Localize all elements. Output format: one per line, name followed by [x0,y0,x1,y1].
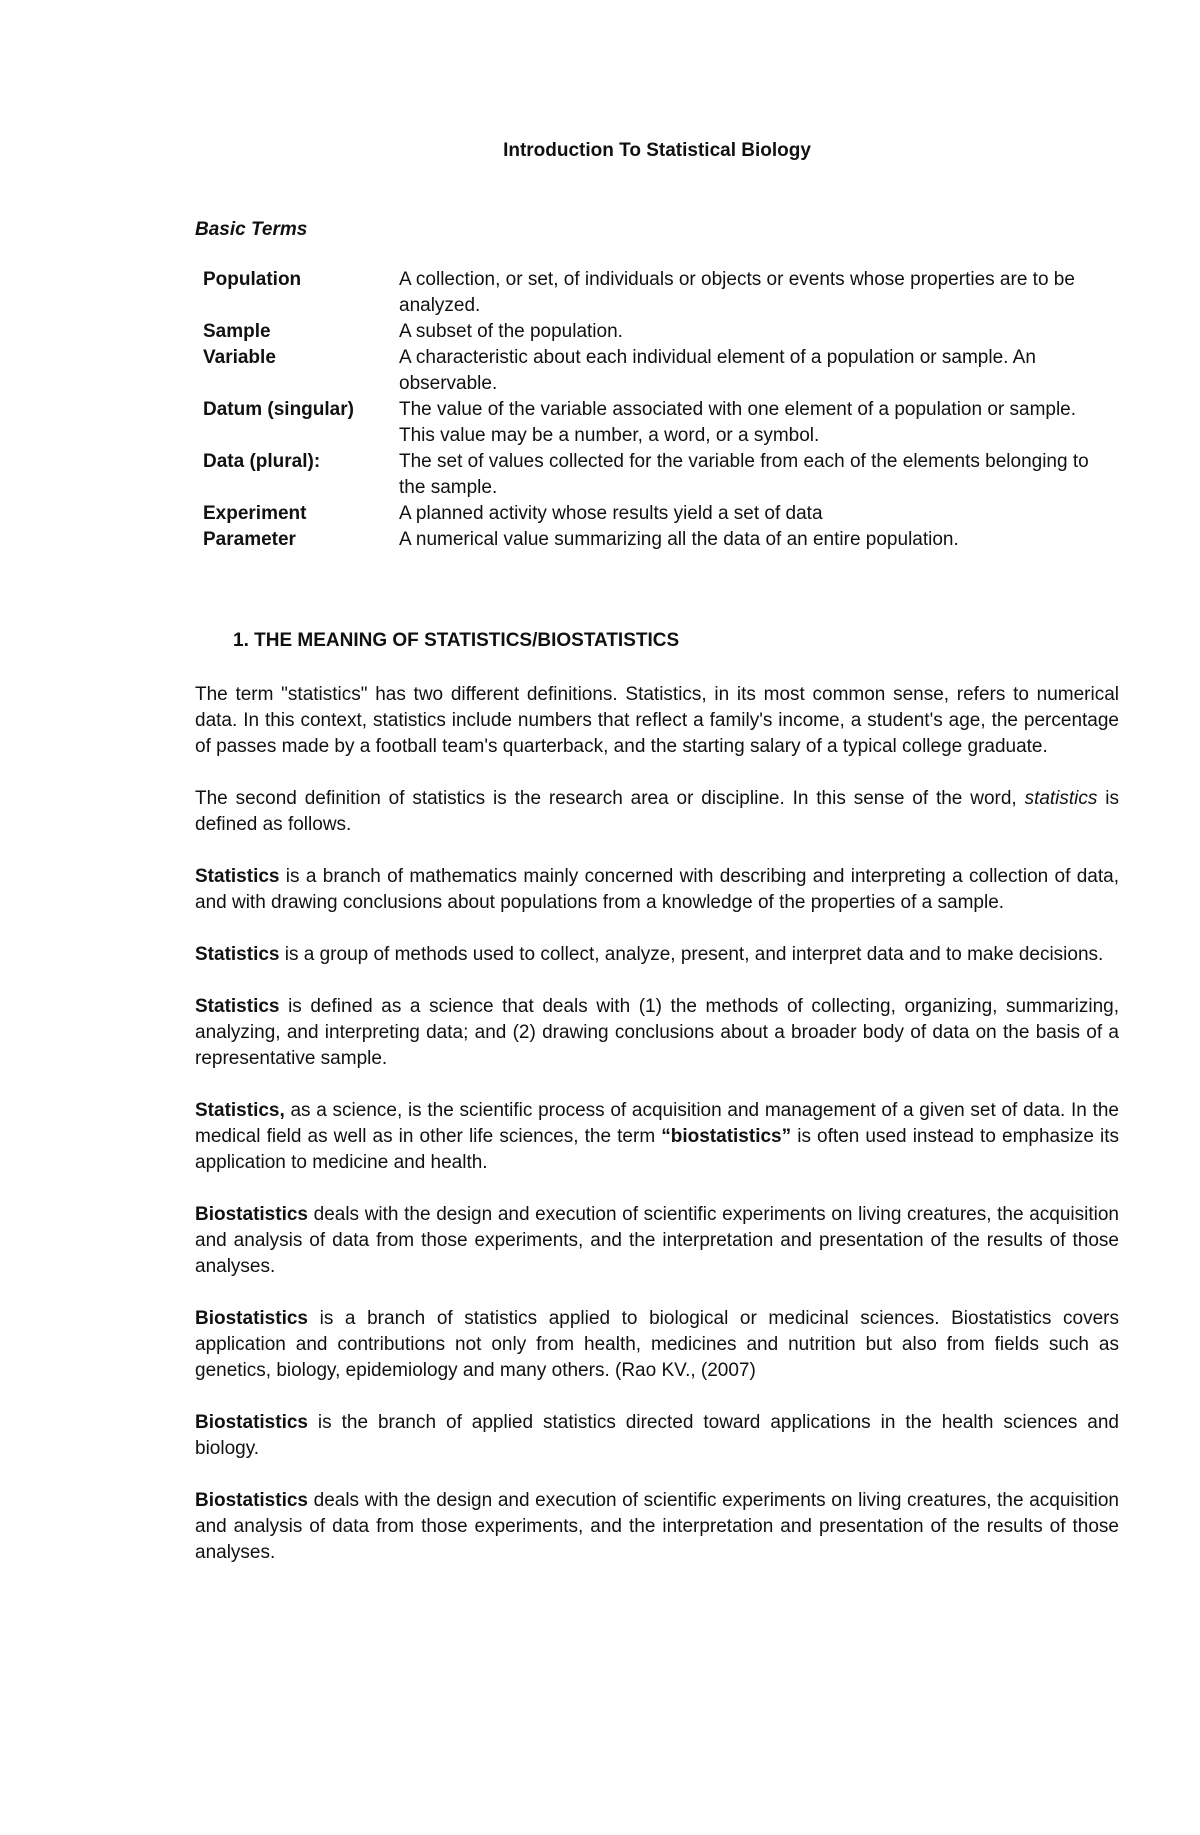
paragraph-text: as a science, is the scientific process of acquisition and management of a given set of data. In the medical field as well as in other life sciences, the term [195,1100,1119,1147]
term-row-parameter [203,527,1119,553]
paragraph-text: is a branch of mathematics mainly concerned with describing and interpreting a collection of data, and with drawing conclusions about populations from a knowledge of the properties of a sample. [195,866,1119,913]
paragraph [195,942,1119,968]
term-definition: The value of the variable associated with one element of a population or sample. This value may be a number, a word, or a symbol. [399,399,1077,446]
term-label: Population [203,269,302,290]
keyword: Biostatistics [195,1490,308,1511]
term-definition: A collection, or set, of individuals or objects or events whose properties are to be analyzed. [399,269,1075,316]
paragraph-text: is a branch of statistics applied to biological or medicinal sciences. Biostatistics covers application and contributions not only from health, medicines and nutrition but also from fields such as genetics, biology, epidemiology and many others. (Rao KV., (2007) [195,1308,1119,1381]
term-label: Experiment [203,503,307,524]
term-label: Parameter [203,529,296,550]
term-label: Variable [203,347,276,368]
keyword: Biostatistics [195,1308,308,1329]
keyword: Biostatistics [195,1204,308,1225]
paragraph-text: is defined as a science that deals with (1) the methods of collecting, organizing, summarizing, analyzing, and interpreting data; and (2) drawing conclusions about a broader body of data on the basis of a representative sample. [195,996,1119,1069]
term-definition: A subset of the population. [399,321,623,342]
paragraph [195,1202,1119,1280]
keyword: “biostatistics” [661,1126,792,1147]
paragraph [195,864,1119,916]
term-definition: A planned activity whose results yield a set of data [399,503,823,524]
term-row-population [203,267,1119,319]
paragraph-text: The term "statistics" has two different definitions. Statistics, in its most common sense, refers to numerical data. In this context, statistics include numbers that reflect a family's income, a student's age, the percentage of passes made by a football team's quarterback, and the starting salary of a typical college graduate. [195,684,1119,757]
keyword: Statistics [195,866,280,887]
paragraph [195,682,1119,760]
term-row-sample [203,319,1119,345]
paragraph [195,1410,1119,1462]
term-row-experiment [203,501,1119,527]
keyword: Statistics [195,944,280,965]
term-label: Data (plural): [203,451,321,472]
terms-list [203,267,1119,553]
term-row-data [203,449,1119,501]
paragraph [195,786,1119,838]
term-definition: A characteristic about each individual element of a population or sample. An observable. [399,347,1036,394]
section-heading: 1. THE MEANING OF STATISTICS/BIOSTATISTICS [233,630,680,651]
term-label: Datum (singular) [203,399,354,420]
document-title: Introduction To Statistical Biology [503,140,811,161]
paragraph-text: The second definition of statistics is the research area or discipline. In this sense of the word, [195,788,1025,809]
term-definition: A numerical value summarizing all the data of an entire population. [399,529,959,550]
paragraph-text: is often used instead to emphasize its application to medicine and health. [195,1126,1119,1173]
paragraph [195,1306,1119,1384]
keyword: Biostatistics [195,1412,308,1433]
paragraph-text: deals with the design and execution of scientific experiments on living creatures, the acquisition and analysis of data from those experiments, and the interpretation and presentation of the results of those analyses. [195,1490,1119,1563]
paragraph-text: is a group of methods used to collect, analyze, present, and interpret data and to make decisions. [279,944,1104,965]
basic-terms-heading: Basic Terms [195,219,308,240]
paragraph [195,1098,1119,1176]
paragraph-text: is the branch of applied statistics directed toward applications in the health sciences and biology. [195,1412,1119,1459]
paragraph-text: is defined as follows. [195,788,1119,835]
keyword: Statistics, [195,1100,285,1121]
term-row-variable [203,345,1119,397]
italic-term: statistics [1024,788,1098,809]
term-definition: The set of values collected for the variable from each of the elements belonging to the sample. [399,451,1089,498]
paragraph [195,994,1119,1072]
term-label: Sample [203,321,271,342]
paragraph-text: deals with the design and execution of scientific experiments on living creatures, the acquisition and analysis of data from those experiments, and the interpretation and presentation of the results of those analyses. [195,1204,1119,1277]
section-body [195,682,1119,1592]
keyword: Statistics [195,996,280,1017]
paragraph [195,1488,1119,1566]
term-row-datum [203,397,1119,449]
